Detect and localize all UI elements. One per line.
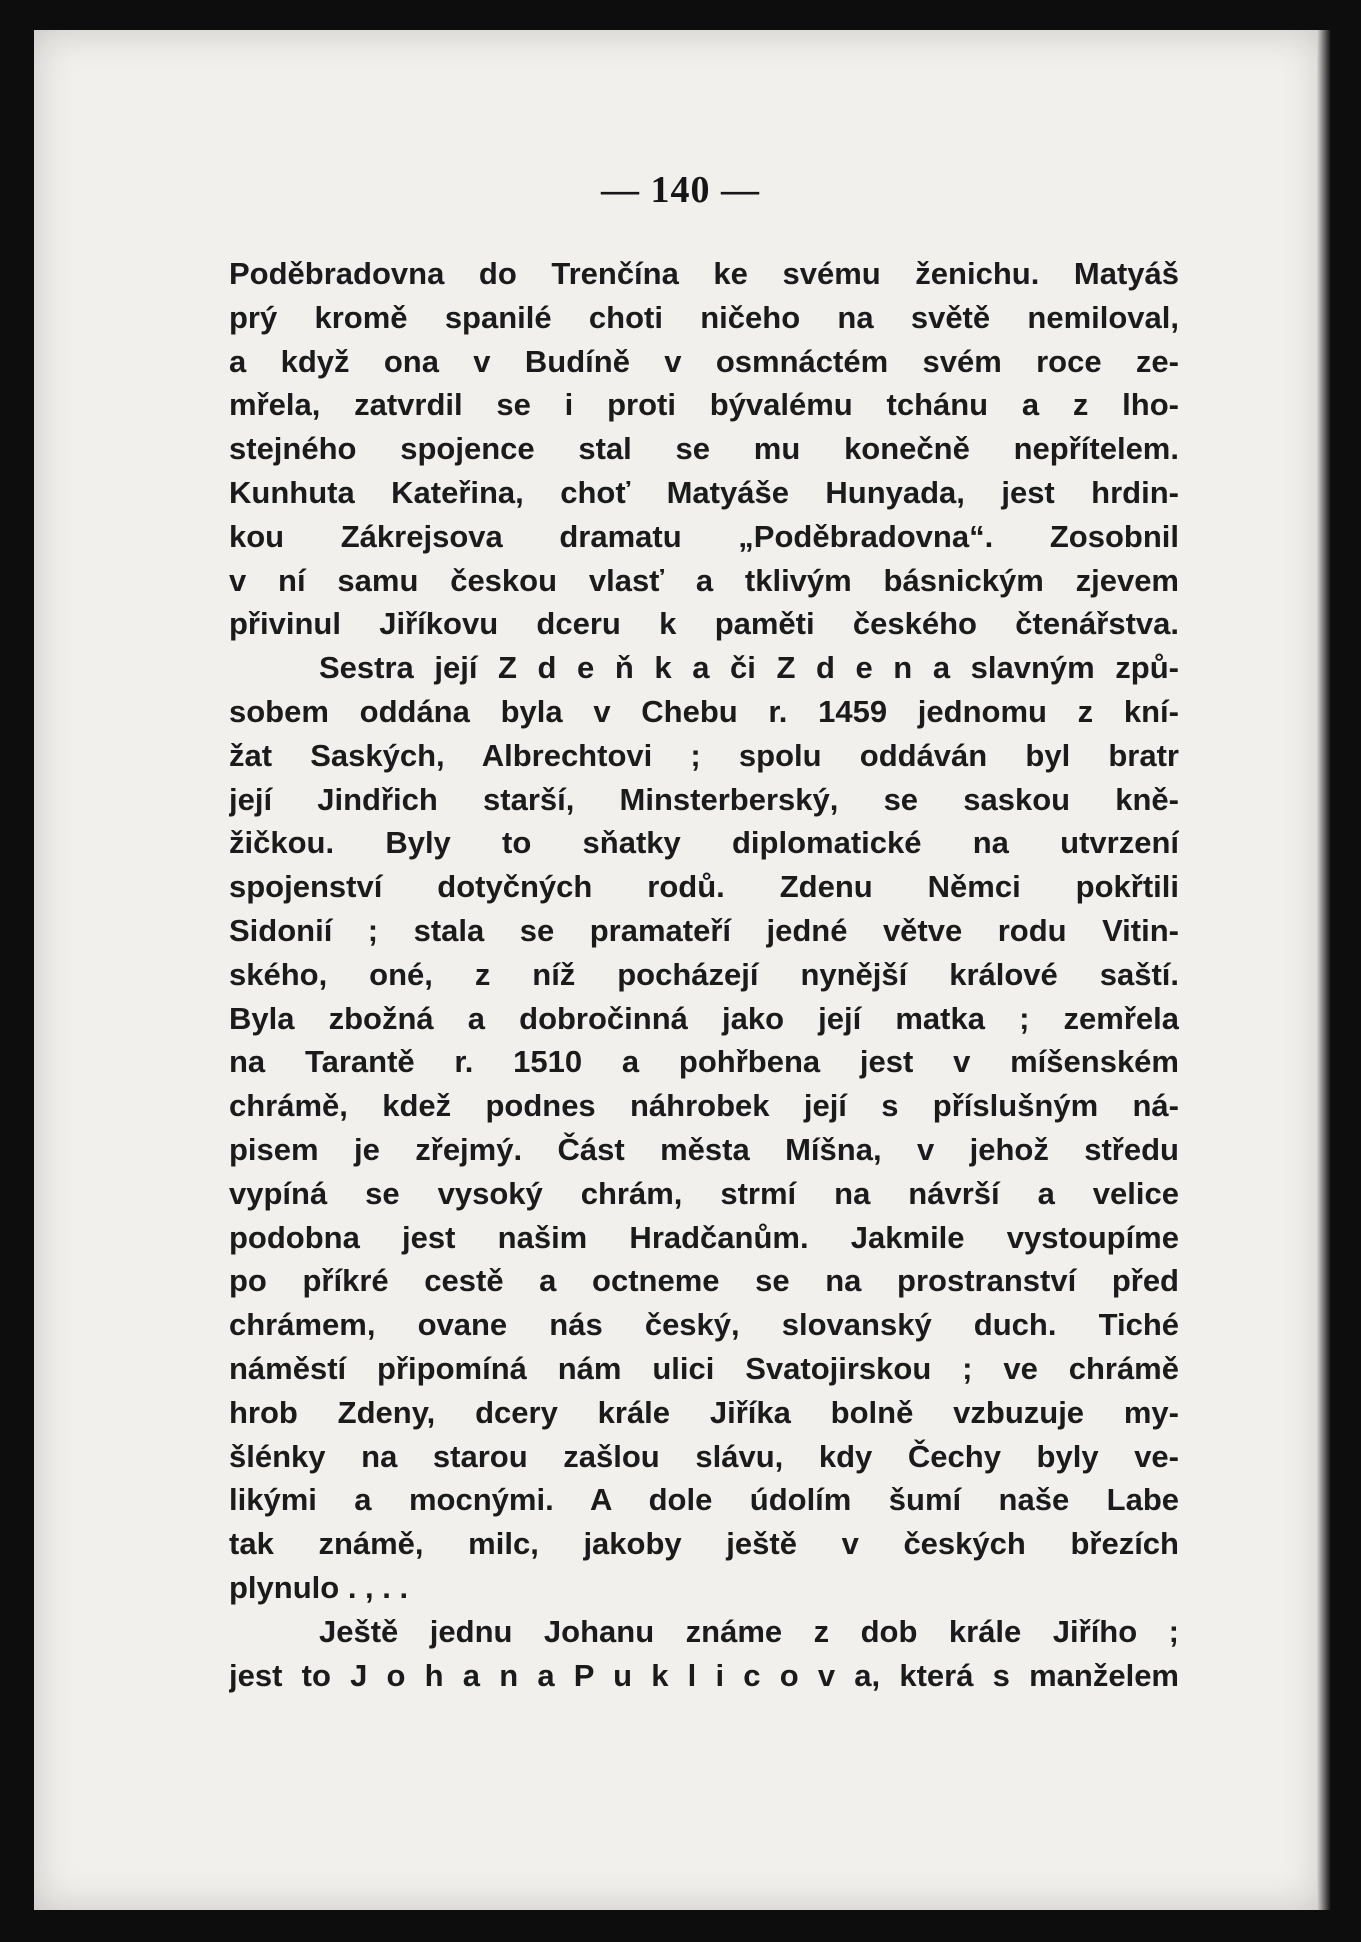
text-line: podobna jest našim Hradčanům. Jakmile vystoupíme (229, 1219, 1179, 1255)
text-line: Sidonií ; stala se pramateří jedné větve rodu Vitin- (229, 912, 1179, 948)
body-text (229, 252, 1179, 1697)
text-line: vypíná se vysoký chrám, strmí na návrší a velice (229, 1175, 1179, 1211)
text-line: žičkou. Byly to sňatky diplomatické na utvrzení (229, 825, 1179, 861)
text-line: a když ona v Budíně v osmnáctém svém roce ze- (229, 343, 1179, 379)
text-line: tak známě, milc, jakoby ještě v českých březích (229, 1526, 1179, 1562)
page-number: — 140 — (601, 169, 760, 211)
page-edge (1317, 30, 1331, 1910)
text-line: po příkré cestě a octneme se na prostranství před (229, 1263, 1179, 1299)
text-line: šlénky na starou zašlou slávu, kdy Čechy byly ve- (229, 1438, 1179, 1474)
text-line: likými a mocnými. A dole údolím šumí naše Labe (229, 1482, 1179, 1518)
text-line: ského, oné, z níž pocházejí nynější králové saští. (229, 956, 1179, 992)
text-line: spojenství dotyčných rodů. Zdenu Němci pokřtili (229, 869, 1179, 905)
text-line: Poděbradovna do Trenčína ke svému ženichu. Matyáš (229, 256, 1179, 291)
text-line: pisem je zřejmý. Část města Míšna, v jehož středu (229, 1131, 1179, 1167)
text-line: chrámem, ovane nás český, slovanský duch. Tiché (229, 1307, 1179, 1343)
text-line: žat Saských, Albrechtovi ; spolu oddáván byl bratr (229, 737, 1179, 773)
text-line: chrámě, kdež podnes náhrobek její s příslušným ná- (229, 1088, 1179, 1124)
text-line: její Jindřich starší, Minsterberský, se saskou kně- (229, 781, 1179, 817)
text-line: stejného spojence stal se mu konečně nepřítelem. (229, 431, 1179, 467)
text-line: v ní samu českou vlasť a tklivým básnickým zjevem (229, 562, 1179, 598)
text-line: přivinul Jiříkovu dceru k paměti českého čtenářstva. (229, 606, 1179, 642)
text-line: Kunhuta Kateřina, choť Matyáše Hunyada, jest hrdin- (229, 474, 1179, 510)
text-line: jest to J o h a n a P u k l i c o v a, která s manželem (229, 1657, 1179, 1693)
text-line: na Tarantě r. 1510 a pohřbena jest v míšenském (229, 1044, 1179, 1080)
text-line: Ještě jednu Johanu známe z dob krále Jiřího ; (319, 1613, 1179, 1649)
text-line: hrob Zdeny, dcery krále Jiříka bolně vzbuzuje my- (229, 1394, 1179, 1430)
text-line: plynulo . , . . (229, 1569, 409, 1605)
text-line: Sestra její Z d e ň k a či Z d e n a slavným způ- (319, 650, 1179, 686)
text-line: kou Zákrejsova dramatu „Poděbradovna“. Zosobnil (229, 518, 1179, 554)
text-line: náměstí připomíná nám ulici Svatojirskou ; ve chrámě (229, 1350, 1179, 1386)
text-line: sobem oddána byla v Chebu r. 1459 jednomu z kní- (229, 693, 1179, 729)
text-line: prý kromě spanilé choti ničeho na světě nemiloval, (229, 299, 1179, 335)
text-line: Byla zbožná a dobročinná jako její matka ; zemřela (229, 1000, 1179, 1036)
text-line: mřela, zatvrdil se i proti bývalému tchánu a z lho- (229, 387, 1179, 423)
